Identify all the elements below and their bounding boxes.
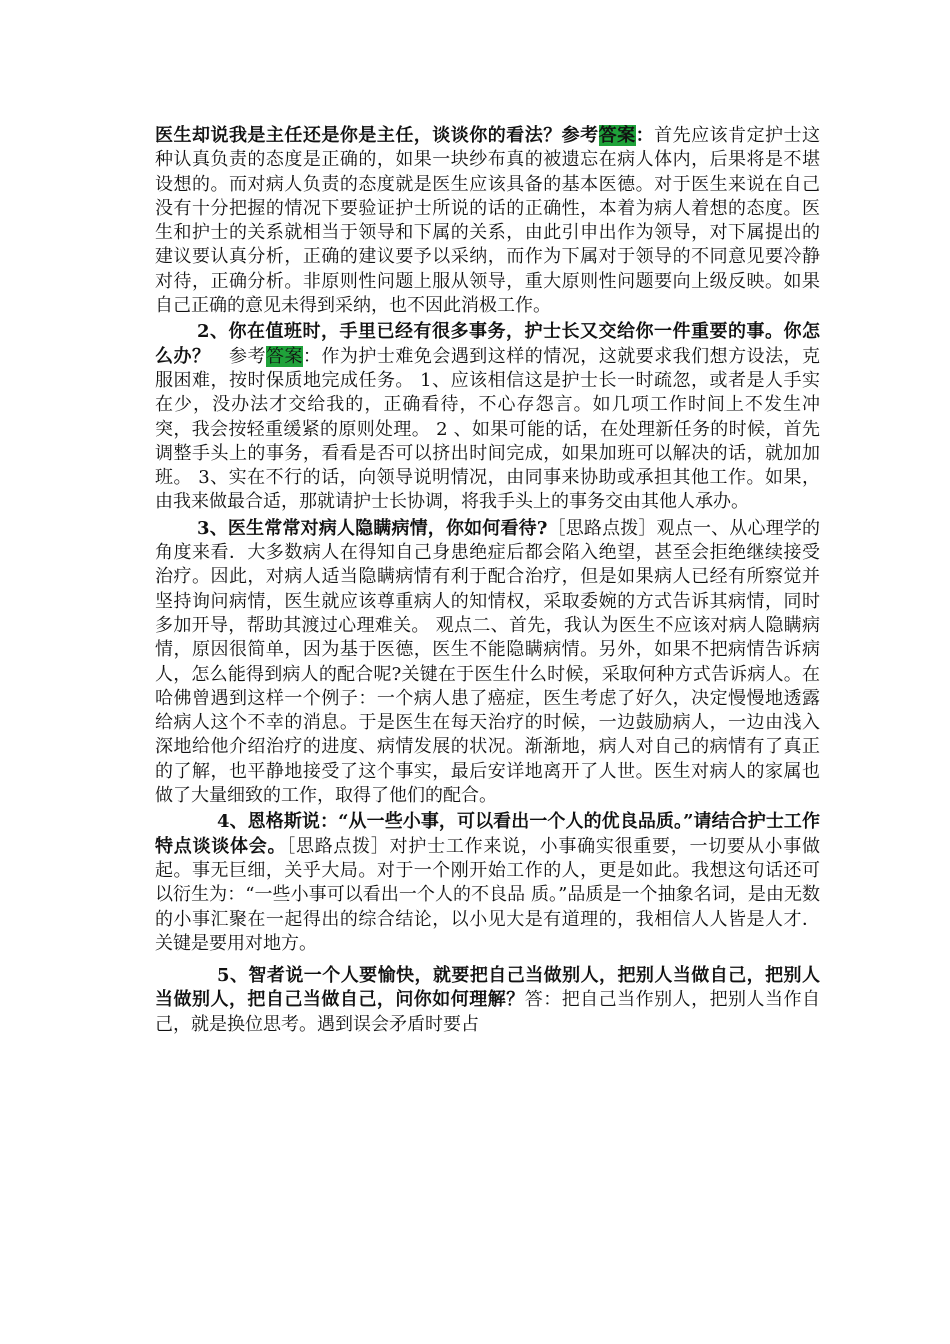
question-text: 4、恩格斯说：“从一些小事，可以看出一个人的优良品质。”请结合护士工作特点谈谈体会。 (155, 811, 820, 857)
answer-text: 首先应该肯定护士这种认真负责的态度是正确的，如果一块纱布真的被遗忘在病人体内，后果将是不堪设想的。而对病人负责的态度就是医生应该具备的基本医德。对于医生来说在自己没有十分把握的情况下要验证护士所说的话的正确性，本着为病人着想的态度。医生和护士的关系就相当于领导和下属的关系，由此引申出作为领导，对下属提出的建议要认真分析，正确的建议要予以采纳，而作为下属对于领导的不同意见要冷静对待，正确分析。非原则性问题上服从领导，重大原则性问题要向上级反映。如果自己正确的意见未得到采纳，也不因此消极工作。 (155, 125, 821, 317)
answer-highlight: 答案 (598, 125, 636, 146)
answer-text: 作为护士难免会遇到这样的情况，这就要求我们想方设法，克服困难，按时保质地完成任务。 1、应该相信这是护士长一时疏忽，或者是人手实在少，没办法才交给我的，正确看待，不心存怨言。如几项工作时间上不发生冲突，我会按轻重缓紧的原则处理。 2 、如果可能的话，在处理新任务的时候，首先调整手头上的事务，看看是否可以挤出时间完成，如果加班可以解决的话，就加加班。 3、实在不行的话，向领导说明情况，由同事来协助或承担其他工作。如果，由我来做最合适，那就请护士长协调，将我手头上的事务交由其他人承办。 (155, 345, 821, 513)
answer-highlight: 答案 (265, 345, 303, 367)
paragraph-1 (155, 124, 820, 318)
paragraph-5 (155, 964, 820, 1037)
question-text: 3、医生常常对病人隐瞒病情，你如何看待? (197, 517, 548, 539)
document-body (155, 124, 820, 1037)
answer-text: ［思路点拨］对护士工作来说，小事确实很重要，一切要从小事做起。事无巨细，关乎大局。对于一个刚开始工作的人，更是如此。我想这句话还可以衍生为：“一些小事可以看出一个人的不良品 质。”品质是一个抽象名词，是由无数的小事汇聚在一起得出的综合结论，以小见大是有道理的，我相信人人皆是人才．关键是要用对地方。 (155, 835, 821, 954)
answer-text: 答：把自己当作别人，把别人当作自己，就是换位思考。遇到误会矛盾时要占 (155, 989, 821, 1035)
question-text: 5、智者说一个人要愉快，就要把自己当做别人，把别人当做自己，把别人当做别人，把自己当做自己，问你如何理解？ (155, 965, 820, 1011)
answer-separator: ： (302, 345, 322, 367)
paragraph-2 (155, 320, 820, 514)
answer-prefix: 参考 (210, 345, 266, 367)
question-text: 2、你在值班时，手里已经有很多事务，护士长又交给你一件重要的事。你怎么办？ (155, 321, 820, 367)
question-text: 医生却说我是主任还是你是主任，谈谈你的看法？参考 (155, 125, 599, 146)
answer-text: ［思路点拨］观点一、从心理学的角度来看．大多数病人在得知自己身患绝症后都会陷入绝望，甚至会拒绝继续接受治疗。因此，对病人适当隐瞒病情有利于配合治疗，但是如果病人已经有所察觉并坚持询问病情，医生就应该尊重病人的知情权，采取委婉的方式告诉其病情，同时多加开导，帮助其渡过心理难关。 观点二、首先，我认为医生不应该对病人隐瞒病情，原因很简单，因为基于医德，医生不能隐瞒病情。另外，如果不把病情告诉病人，怎么能得到病人的配合呢?关键在于医生什么时候，采取何种方式告诉病人。在哈佛曾遇到这样一个例子：一个病人患了癌症，医生考虑了好久，决定慢慢地透露给病人这个不幸的消息。于是医生在每天治疗的时候，一边鼓励病人，一边由浅入深地给他介绍治疗的进度、病情发展的状况。渐渐地，病人对自己的病情有了真正的了解，也平静地接受了这个事实，最后安详地离开了人世。医生对病人的家属也做了大量细致的工作，取得了他们的配合。 (155, 517, 821, 807)
paragraph-4 (155, 810, 820, 956)
answer-separator: ： (635, 125, 655, 146)
paragraph-3 (155, 517, 820, 809)
